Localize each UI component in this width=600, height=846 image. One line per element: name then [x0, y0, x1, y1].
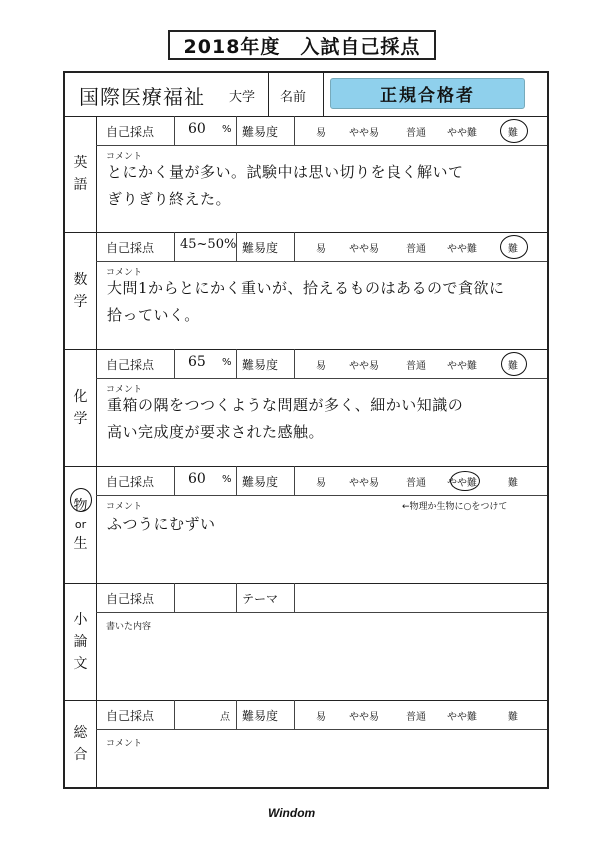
- comment-text: 重箱の隅をつつくような問題が多く、細かい知識の 高い完成度が要求された感触。: [107, 396, 464, 441]
- score-row: [96, 116, 547, 146]
- subject-label-physics: 物: [73, 497, 88, 514]
- subject-label-biology: 生: [73, 535, 88, 552]
- subject-cell: [65, 349, 97, 466]
- difficulty-option: 普通: [406, 361, 426, 372]
- comment-text: とにかく量が多い。試験中は思い切りを良く解いて ぎりぎり終えた。: [107, 163, 464, 208]
- difficulty-option: 難: [508, 244, 518, 255]
- selected-difficulty-circle: [500, 235, 528, 259]
- percent-label: %: [222, 474, 232, 485]
- essay-content-label: 書いた内容: [106, 622, 152, 632]
- difficulty-label: 難易度: [242, 241, 279, 255]
- self-score-value: 65: [188, 354, 206, 370]
- divider: [323, 73, 324, 116]
- difficulty-option: 易: [316, 128, 326, 139]
- self-score-label: 自己採点: [106, 125, 155, 139]
- comment-label: コメント: [106, 502, 143, 512]
- subject-choice-note: ←物理か生物に○をつけて: [402, 502, 508, 512]
- score-row: [96, 583, 547, 613]
- comment-text: ふつうにむずい: [107, 515, 216, 533]
- difficulty-option: 難: [508, 712, 518, 723]
- difficulty-option: やや難: [447, 244, 477, 255]
- difficulty-option: やや易: [349, 478, 379, 489]
- difficulty-option: やや難: [447, 478, 477, 489]
- difficulty-option: 普通: [406, 128, 426, 139]
- comment-label: コメント: [106, 739, 143, 749]
- subject-label: 英語: [73, 155, 88, 193]
- subject-label: 総合: [73, 724, 88, 763]
- difficulty-label: 難易度: [242, 125, 279, 139]
- result-badge: 正規合格者: [330, 78, 525, 109]
- self-score-label: 自己採点: [106, 241, 155, 255]
- divider: [268, 73, 269, 116]
- subject-cell: [65, 700, 97, 787]
- comment-label: コメント: [106, 152, 143, 162]
- difficulty-option: 易: [316, 244, 326, 255]
- self-score-label: 自己採点: [106, 475, 155, 489]
- difficulty-option: 普通: [406, 244, 426, 255]
- difficulty-option: 難: [508, 361, 518, 372]
- difficulty-option: 易: [316, 361, 326, 372]
- university-name: 国際医療福祉: [79, 85, 205, 109]
- subject-cell: [65, 466, 97, 583]
- difficulty-option: やや易: [349, 361, 379, 372]
- comment-text: 大問1からとにかく重いが、拾えるものはあるので貪欲に 拾っていく。: [107, 279, 505, 324]
- university-suffix: 大学: [229, 90, 256, 105]
- difficulty-option: やや難: [447, 361, 477, 372]
- score-form: [63, 71, 549, 789]
- subject-cell: [65, 232, 97, 349]
- score-row: [96, 349, 547, 379]
- difficulty-label: 難易度: [242, 475, 279, 489]
- section-math: [65, 232, 547, 350]
- point-unit-label: 点: [220, 712, 230, 723]
- subject-label: 化学: [73, 388, 88, 427]
- score-row: [96, 232, 547, 262]
- selected-difficulty-circle: [501, 352, 527, 376]
- subject-label-or: or: [74, 517, 87, 531]
- subject-label: 小論文: [73, 611, 88, 672]
- selected-subject-circle: [70, 488, 92, 512]
- selected-difficulty-circle: [450, 471, 480, 491]
- self-score-label: 自己採点: [106, 358, 155, 372]
- name-label: 名前: [280, 90, 307, 105]
- difficulty-option: やや易: [349, 712, 379, 723]
- difficulty-option: 難: [508, 478, 518, 489]
- section-overall: [65, 700, 547, 787]
- percent-label: %: [222, 357, 232, 368]
- subject-label: 数学: [73, 271, 88, 310]
- section-essay: [65, 583, 547, 701]
- self-score-label: 自己採点: [106, 709, 155, 723]
- difficulty-label: 難易度: [242, 709, 279, 723]
- difficulty-option: 普通: [406, 712, 426, 723]
- difficulty-option: 易: [316, 712, 326, 723]
- selected-difficulty-circle: [500, 119, 528, 143]
- section-physics-or-biology: [65, 466, 547, 584]
- difficulty-option: 普通: [406, 478, 426, 489]
- comment-label: コメント: [106, 268, 143, 278]
- difficulty-option: やや易: [349, 128, 379, 139]
- subject-cell: [65, 116, 97, 232]
- difficulty-label: 難易度: [242, 358, 279, 372]
- difficulty-option: 難: [508, 128, 518, 139]
- footer-brand: Windom: [268, 806, 316, 820]
- self-score-label: 自己採点: [106, 592, 155, 606]
- section-chemistry: [65, 349, 547, 467]
- comment-label: コメント: [106, 385, 143, 395]
- difficulty-option: やや難: [447, 128, 477, 139]
- percent-label: %: [222, 124, 232, 135]
- theme-label: テーマ: [242, 592, 279, 606]
- subject-cell: [65, 583, 97, 700]
- score-row: [96, 700, 547, 730]
- self-score-value: 60: [188, 121, 206, 137]
- header-row: [65, 73, 547, 117]
- difficulty-option: やや難: [447, 712, 477, 723]
- self-score-value: 60: [188, 471, 206, 487]
- difficulty-option: 易: [316, 478, 326, 489]
- score-row: [96, 466, 547, 496]
- section-english: [65, 116, 547, 233]
- page-title: 2018年度 入試自己採点: [168, 30, 436, 60]
- difficulty-option: やや易: [349, 244, 379, 255]
- self-score-value: 45~50%: [180, 237, 237, 252]
